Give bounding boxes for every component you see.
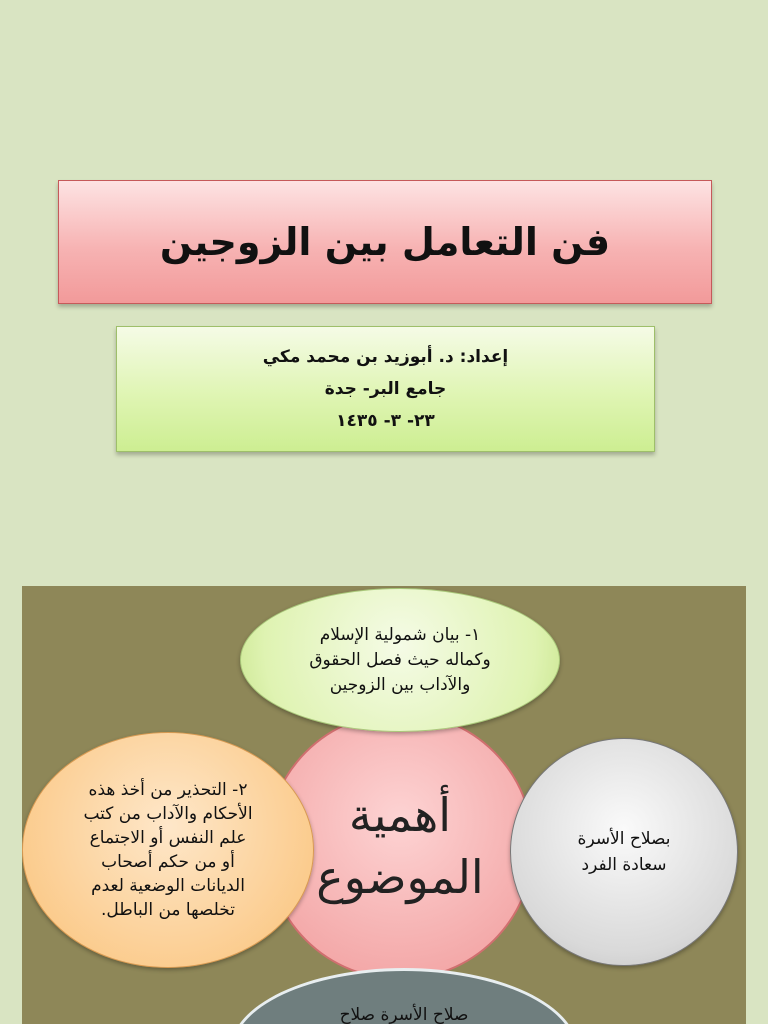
slide-title-text: فن التعامل بين الزوجين — [159, 220, 611, 264]
left-line-2: الأحكام والآداب من كتب — [83, 804, 253, 824]
author-line: إعداد: د. أبوزيد بن محمد مكي — [262, 347, 509, 367]
center-line-2: الموضوع — [316, 850, 484, 904]
bottom-ellipse[interactable] — [230, 968, 578, 1024]
right-line-2: سعادة الفرد — [581, 855, 667, 875]
top-ellipse[interactable] — [240, 588, 560, 732]
left-ellipse-text — [69, 778, 266, 922]
bottom-ellipse-text: صلاح الأسرة صلاح — [339, 1005, 469, 1024]
place-line: جامع البر- جدة — [324, 379, 447, 399]
slide-topic-importance — [22, 586, 746, 1024]
right-circle-text — [578, 826, 671, 878]
center-line-1: أهمية — [348, 788, 452, 842]
subtitle-box[interactable] — [116, 326, 655, 452]
left-line-3: علم النفس أو الاجتماع — [89, 828, 247, 848]
right-circle[interactable] — [510, 738, 738, 966]
top-line-1: ١- بيان شمولية الإسلام — [319, 624, 481, 645]
top-ellipse-text — [309, 623, 490, 698]
right-line-1: بصلاح الأسرة — [577, 829, 671, 849]
left-line-6: تخلصها من الباطل. — [101, 900, 235, 920]
title-box[interactable] — [58, 180, 712, 304]
center-circle-text — [316, 784, 483, 908]
left-line-1: ٢- التحذير من أخذ هذه — [88, 780, 248, 800]
left-line-4: أو من حكم أصحاب — [101, 852, 235, 872]
top-line-3: والآداب بين الزوجين — [329, 674, 471, 695]
date-line: ٢٣- ٣- ١٤٣٥ — [336, 411, 435, 431]
top-line-2: وكماله حيث فصل الحقوق — [309, 649, 491, 670]
left-ellipse[interactable] — [22, 732, 314, 968]
left-line-5: الديانات الوضعية لعدم — [91, 876, 245, 896]
